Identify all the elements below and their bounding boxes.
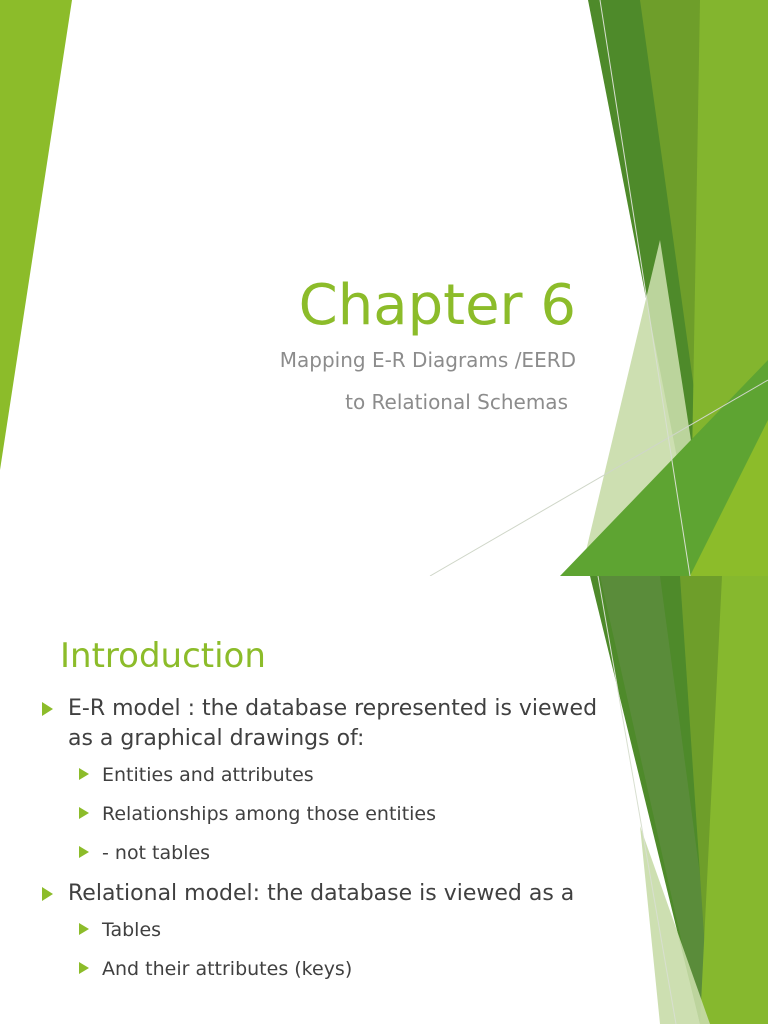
bullet-arrow-icon xyxy=(79,768,89,780)
bullet-arrow-icon xyxy=(79,962,89,974)
slide-heading: Introduction xyxy=(60,636,266,676)
bullet-list xyxy=(40,694,600,995)
sub-bullet-item xyxy=(40,840,600,866)
subtitle-line-1: Mapping E-R Diagrams /EERD xyxy=(279,348,576,372)
introduction-slide xyxy=(0,576,768,1024)
bullet-arrow-icon xyxy=(42,887,53,901)
sub-bullet-item xyxy=(40,917,600,943)
bullet-text: E-R model : the database represented is viewed as a graphical drawings of: xyxy=(68,696,598,751)
sub-bullet-item xyxy=(40,956,600,982)
sub-bullet-text: - not tables xyxy=(102,842,211,864)
bullet-item xyxy=(40,694,600,754)
sub-bullet-text: And their attributes (keys) xyxy=(102,958,353,980)
bullet-arrow-icon xyxy=(79,807,89,819)
slide-title: Chapter 6 xyxy=(298,273,576,338)
subtitle-line-2: to Relational Schemas xyxy=(345,390,568,414)
bullet-text: Relational model: the database is viewed as a xyxy=(68,881,575,906)
left-green-wedge xyxy=(0,0,72,470)
sub-bullet-text: Tables xyxy=(102,919,162,941)
sub-bullet-text: Entities and attributes xyxy=(102,764,314,786)
bullet-arrow-icon xyxy=(79,923,89,935)
sub-bullet-item xyxy=(40,762,600,788)
sub-bullet-item xyxy=(40,801,600,827)
bullet-item xyxy=(40,879,600,909)
bullet-arrow-icon xyxy=(79,846,89,858)
sub-bullet-text: Relationships among those entities xyxy=(102,803,437,825)
bullet-arrow-icon xyxy=(42,702,53,716)
